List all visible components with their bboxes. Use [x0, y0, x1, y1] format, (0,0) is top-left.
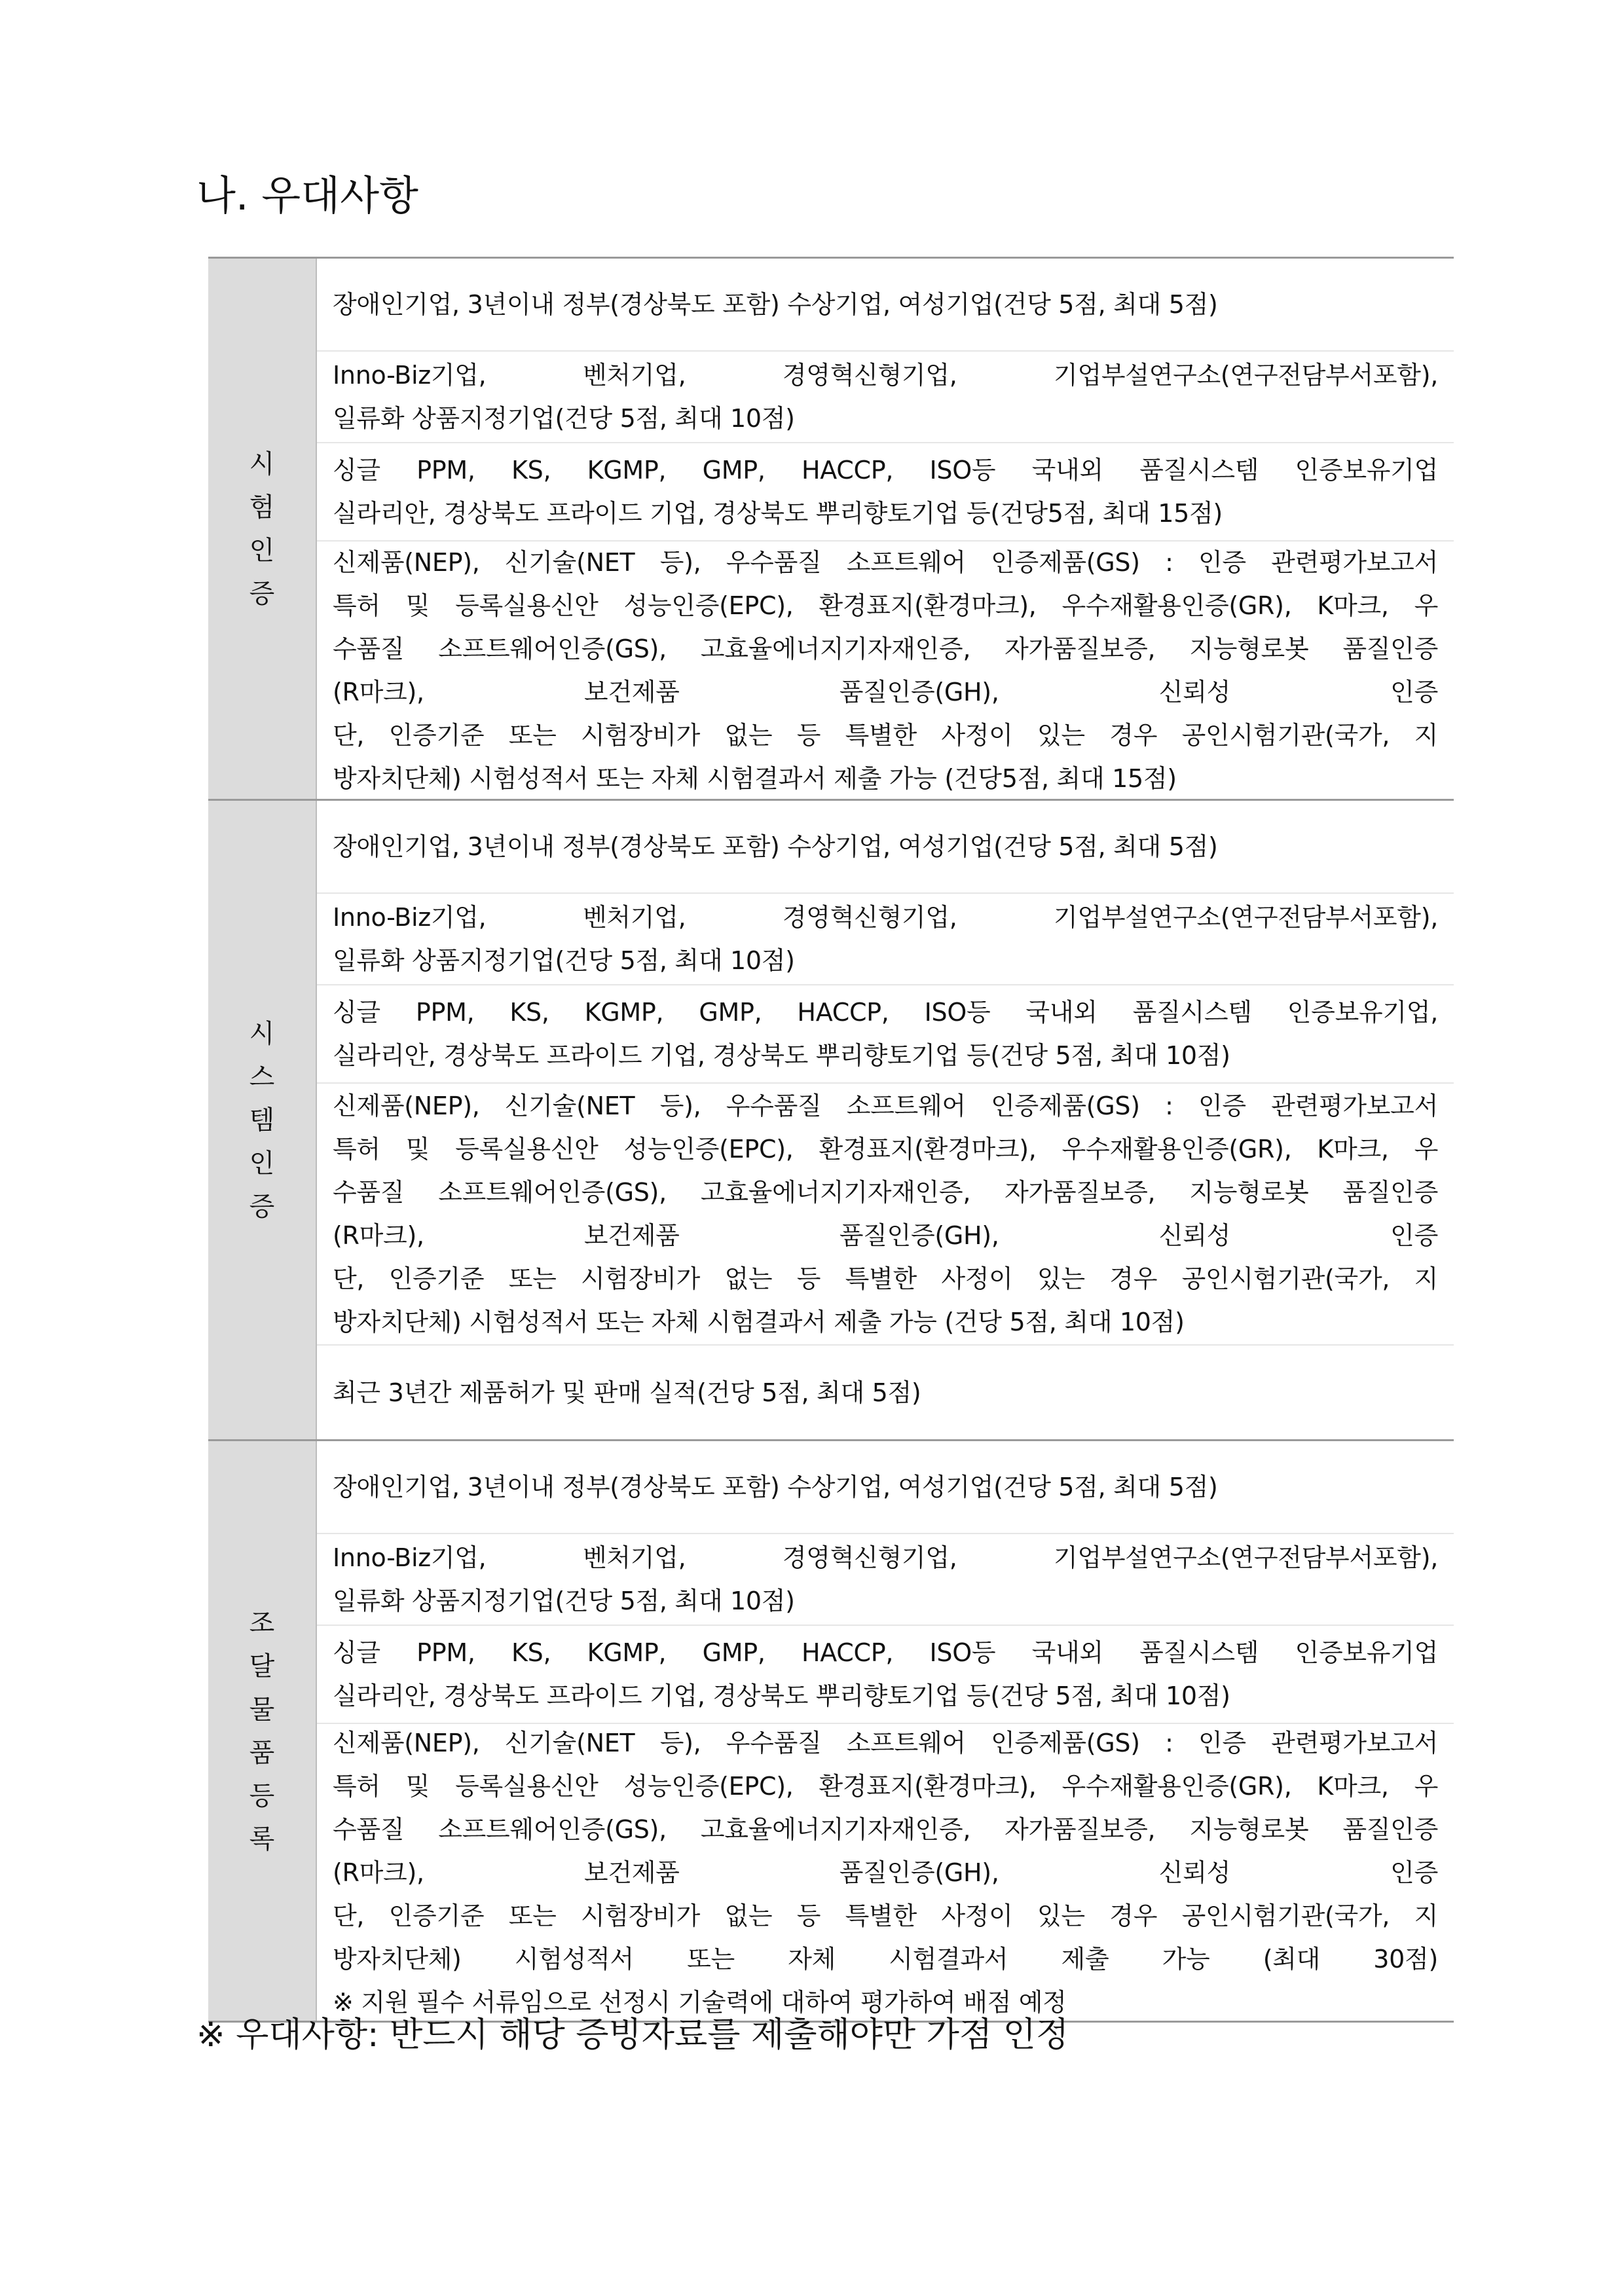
- criteria-line: 특허 및 등록실용신안 성능인증(EPC), 환경표지(환경마크), 우수재활용인증(GR), K마크, 우: [333, 591, 1438, 620]
- criteria-line: 특허 및 등록실용신안 성능인증(EPC), 환경표지(환경마크), 우수재활용인증(GR), K마크, 우: [333, 1135, 1438, 1164]
- criteria-line: Inno-Biz기업, 벤처기업, 경영혁신형기업, 기업부설연구소(연구전담부서포함),: [333, 361, 1438, 390]
- category-label: 시스템인증: [249, 1018, 275, 1222]
- item-list: [317, 259, 1454, 799]
- criteria-line: 일류화 상품지정기업(건당 5점, 최대 10점): [333, 946, 795, 975]
- criteria-line: 장애인기업, 3년이내 정부(경상북도 포함) 수상기업, 여성기업(건당 5점, 최대 5점): [333, 832, 1218, 861]
- criteria-item: [317, 259, 1454, 350]
- table-section: [208, 799, 1454, 1439]
- criteria-line: 실라리안, 경상북도 프라이드 기업, 경상북도 뿌리향토기업 등(건당 5점, 최대 10점): [333, 1041, 1230, 1070]
- criteria-line: (R마크), 보건제품 품질인증(GH), 신뢰성 인증: [333, 1858, 1438, 1887]
- criteria-item: [317, 801, 1454, 892]
- criteria-line: 최근 3년간 제품허가 및 판매 실적(건당 5점, 최대 5점): [333, 1378, 921, 1407]
- criteria-line: 장애인기업, 3년이내 정부(경상북도 포함) 수상기업, 여성기업(건당 5점, 최대 5점): [333, 290, 1218, 319]
- category-cell: [208, 259, 317, 799]
- criteria-line: 방자치단체) 시험성적서 또는 자체 시험결과서 제출 가능 (건당5점, 최대 15점): [333, 763, 1177, 793]
- criteria-line: 싱글 PPM, KS, KGMP, GMP, HACCP, ISO등 국내외 품질시스템 인증보유기업: [333, 456, 1438, 485]
- criteria-line: 단, 인증기준 또는 시험장비가 없는 등 특별한 사정이 있는 경우 공인시험기관(국가, 지: [333, 1901, 1438, 1930]
- criteria-line: 방자치단체) 시험성적서 또는 자체 시험결과서 제출 가능 (건당 5점, 최대 10점): [333, 1308, 1185, 1336]
- criteria-line: 신제품(NEP), 신기술(NET 등), 우수품질 소프트웨어 인증제품(GS) : 인증 관련평가보고서: [333, 1092, 1438, 1120]
- criteria-item: [317, 540, 1454, 799]
- criteria-line: 일류화 상품지정기업(건당 5점, 최대 10점): [333, 404, 795, 433]
- criteria-line: Inno-Biz기업, 벤처기업, 경영혁신형기업, 기업부설연구소(연구전담부서포함),: [333, 903, 1438, 932]
- preference-table: [208, 257, 1454, 2023]
- criteria-item: [317, 442, 1454, 540]
- criteria-item: [317, 1344, 1454, 1439]
- criteria-line: 장애인기업, 3년이내 정부(경상북도 포함) 수상기업, 여성기업(건당 5점, 최대 5점): [333, 1473, 1218, 1501]
- table-section: [208, 259, 1454, 799]
- criteria-line: 싱글 PPM, KS, KGMP, GMP, HACCP, ISO등 국내외 품질시스템 인증보유기업: [333, 1638, 1438, 1667]
- criteria-line: 신제품(NEP), 신기술(NET 등), 우수품질 소프트웨어 인증제품(GS) : 인증 관련평가보고서: [333, 1728, 1438, 1757]
- criteria-line: Inno-Biz기업, 벤처기업, 경영혁신형기업, 기업부설연구소(연구전담부서포함),: [333, 1543, 1438, 1572]
- criteria-line: 단, 인증기준 또는 시험장비가 없는 등 특별한 사정이 있는 경우 공인시험기관(국가, 지: [333, 720, 1438, 750]
- table-section: [208, 1439, 1454, 2021]
- criteria-item: [317, 1723, 1454, 2021]
- criteria-line: 실라리안, 경상북도 프라이드 기업, 경상북도 뿌리향토기업 등(건당5점, 최대 15점): [333, 499, 1223, 528]
- footnote: ※ 우대사항: 반드시 해당 증빙자료를 제출해야만 가점 인정: [196, 2015, 1069, 2055]
- criteria-item: [317, 984, 1454, 1082]
- category-label: 시험인증: [249, 449, 275, 609]
- criteria-line: 수품질 소프트웨어인증(GS), 고효율에너지기자재인증, 자가품질보증, 지능형로봇 품질인증: [333, 1178, 1438, 1207]
- criteria-item: [317, 350, 1454, 442]
- criteria-line: 실라리안, 경상북도 프라이드 기업, 경상북도 뿌리향토기업 등(건당 5점, 최대 10점): [333, 1681, 1230, 1710]
- criteria-item: [317, 1082, 1454, 1344]
- criteria-line: (R마크), 보건제품 품질인증(GH), 신뢰성 인증: [333, 677, 1438, 707]
- criteria-line: 신제품(NEP), 신기술(NET 등), 우수품질 소프트웨어 인증제품(GS) : 인증 관련평가보고서: [333, 547, 1438, 577]
- criteria-line: 수품질 소프트웨어인증(GS), 고효율에너지기자재인증, 자가품질보증, 지능형로봇 품질인증: [333, 1814, 1438, 1844]
- category-cell: [208, 1441, 317, 2021]
- criteria-line: 수품질 소프트웨어인증(GS), 고효율에너지기자재인증, 자가품질보증, 지능형로봇 품질인증: [333, 634, 1438, 663]
- criteria-line: 단, 인증기준 또는 시험장비가 없는 등 특별한 사정이 있는 경우 공인시험기관(국가, 지: [333, 1264, 1438, 1293]
- criteria-line: 특허 및 등록실용신안 성능인증(EPC), 환경표지(환경마크), 우수재활용인증(GR), K마크, 우: [333, 1771, 1438, 1801]
- item-list: [317, 1441, 1454, 2021]
- item-list: [317, 801, 1454, 1439]
- criteria-line: 일류화 상품지정기업(건당 5점, 최대 10점): [333, 1587, 795, 1615]
- criteria-item: [317, 1441, 1454, 1533]
- criteria-item: [317, 1533, 1454, 1625]
- criteria-item: [317, 1625, 1454, 1723]
- section-title: 나. 우대사항: [196, 172, 418, 219]
- criteria-line: (R마크), 보건제품 품질인증(GH), 신뢰성 인증: [333, 1221, 1438, 1250]
- category-label: 조달물품등록: [249, 1607, 275, 1854]
- criteria-line: 싱글 PPM, KS, KGMP, GMP, HACCP, ISO등 국내외 품질시스템 인증보유기업,: [333, 998, 1438, 1027]
- criteria-line: ※ 지원 필수 서류임으로 선정시 기술력에 대하여 평가하여 배점 예정: [333, 1987, 1067, 2017]
- criteria-item: [317, 892, 1454, 984]
- category-cell: [208, 801, 317, 1439]
- criteria-line: 방자치단체) 시험성적서 또는 자체 시험결과서 제출 가능 (최대 30점): [333, 1944, 1438, 1974]
